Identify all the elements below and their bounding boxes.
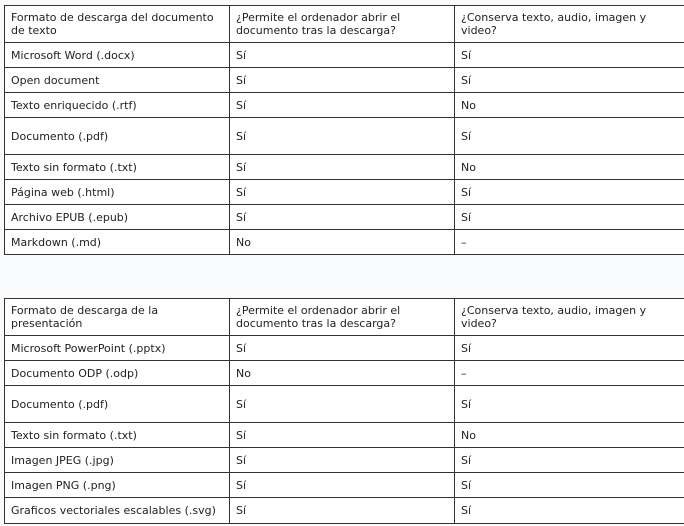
- opens-cell: Sí: [230, 93, 455, 118]
- header-cell-format: Formato de descarga de la presentación: [5, 299, 230, 336]
- preserves-cell: Sí: [455, 205, 684, 230]
- preserves-cell: Sí: [455, 473, 684, 498]
- opens-cell: Sí: [230, 386, 455, 423]
- preserves-cell: Sí: [455, 68, 684, 93]
- opens-cell: Sí: [230, 336, 455, 361]
- presentation-formats-table: [4, 298, 684, 524]
- opens-cell: Sí: [230, 423, 455, 448]
- opens-cell: No: [230, 361, 455, 386]
- preserves-cell: No: [455, 93, 684, 118]
- table-row: [5, 386, 684, 423]
- opens-cell: Sí: [230, 118, 455, 155]
- preserves-cell: Sí: [455, 180, 684, 205]
- format-cell: Archivo EPUB (.epub): [5, 205, 230, 230]
- table-header-row: [5, 6, 684, 43]
- table-row: [5, 118, 684, 155]
- opens-cell: Sí: [230, 448, 455, 473]
- preserves-cell: Sí: [455, 43, 684, 68]
- preserves-cell: Sí: [455, 336, 684, 361]
- format-cell: Microsoft PowerPoint (.pptx): [5, 336, 230, 361]
- format-cell: Texto sin formato (.txt): [5, 155, 230, 180]
- format-cell: Open document: [5, 68, 230, 93]
- format-cell: Documento ODP (.odp): [5, 361, 230, 386]
- preserves-cell: –: [455, 361, 684, 386]
- header-cell-preserves: ¿Conserva texto, audio, imagen y video?: [455, 299, 684, 336]
- preserves-cell: Sí: [455, 498, 684, 524]
- header-cell-opens: ¿Permite el ordenador abrir el documento tras la descarga?: [230, 6, 455, 43]
- opens-cell: Sí: [230, 155, 455, 180]
- table-row: [5, 155, 684, 180]
- table-row: [5, 473, 684, 498]
- opens-cell: Sí: [230, 498, 455, 524]
- table-row: [5, 180, 684, 205]
- text-document-formats-table: [4, 5, 684, 255]
- header-cell-opens: ¿Permite el ordenador abrir el documento tras la descarga?: [230, 299, 455, 336]
- format-cell: Texto sin formato (.txt): [5, 423, 230, 448]
- format-cell: Markdown (.md): [5, 230, 230, 255]
- opens-cell: Sí: [230, 205, 455, 230]
- format-cell: Página web (.html): [5, 180, 230, 205]
- opens-cell: Sí: [230, 473, 455, 498]
- table-row: [5, 361, 684, 386]
- preserves-cell: –: [455, 230, 684, 255]
- table-row: [5, 68, 684, 93]
- opens-cell: No: [230, 230, 455, 255]
- preserves-cell: Sí: [455, 448, 684, 473]
- preserves-cell: Sí: [455, 386, 684, 423]
- format-cell: Texto enriquecido (.rtf): [5, 93, 230, 118]
- preserves-cell: No: [455, 155, 684, 180]
- table-row: [5, 423, 684, 448]
- table-header-row: [5, 299, 684, 336]
- table-row: [5, 93, 684, 118]
- header-cell-preserves: ¿Conserva texto, audio, imagen y video?: [455, 6, 684, 43]
- format-cell: Documento (.pdf): [5, 386, 230, 423]
- opens-cell: Sí: [230, 43, 455, 68]
- table-row: [5, 336, 684, 361]
- format-cell: Microsoft Word (.docx): [5, 43, 230, 68]
- table-row: [5, 448, 684, 473]
- opens-cell: Sí: [230, 68, 455, 93]
- table-row: [5, 498, 684, 524]
- table-row: [5, 43, 684, 68]
- header-cell-format: Formato de descarga del documento de texto: [5, 6, 230, 43]
- format-cell: Imagen JPEG (.jpg): [5, 448, 230, 473]
- format-cell: Imagen PNG (.png): [5, 473, 230, 498]
- table-row: [5, 205, 684, 230]
- opens-cell: Sí: [230, 180, 455, 205]
- preserves-cell: Sí: [455, 118, 684, 155]
- preserves-cell: No: [455, 423, 684, 448]
- format-cell: Documento (.pdf): [5, 118, 230, 155]
- format-cell: Graficos vectoriales escalables (.svg): [5, 498, 230, 524]
- table-row: [5, 230, 684, 255]
